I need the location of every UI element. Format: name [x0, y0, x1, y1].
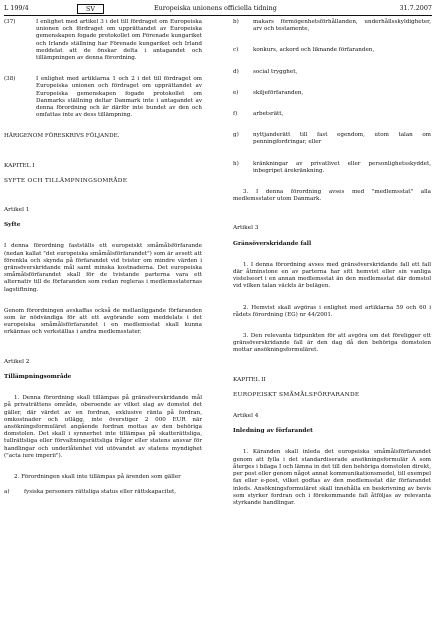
- list-text: skiljeförfaranden,: [253, 89, 304, 96]
- recital-number: (37): [4, 19, 16, 25]
- article-number: Artikel 4: [233, 413, 259, 420]
- list-marker: d): [233, 68, 239, 75]
- paragraph-number: 3.: [243, 189, 249, 196]
- recital-text: I enlighet med artikel 3 i det till fördraget om Europeiska unionen och fördraget om upprättandet av Europeiska gemenskapen fogade protokollet om Förenade kungariket och Irlands ställning har Förenade kungariket och Irland meddelat att de önskar delta i antagandet och tillämpningen av denna förordning.: [36, 19, 202, 62]
- list-item: [233, 111, 431, 118]
- article-title: Inledning av förfarandet: [233, 428, 313, 435]
- enacting-formula: HÄRIGENOM FÖRESKRIVS FÖLJANDE.: [4, 133, 120, 140]
- article-paragraph: [233, 262, 431, 291]
- page-header: [4, 3, 432, 14]
- recital-37: [4, 19, 202, 62]
- paragraph-number: 2.: [14, 473, 20, 480]
- left-column: [4, 19, 202, 496]
- journal-title: Europeiska unionens officiella tidning: [154, 4, 277, 12]
- article-title: Tillämpningsområde: [4, 373, 72, 380]
- paragraph-text: Den relevanta tidpunkten för att avgöra om det föreligger ett gränsöverskridande fall är den dag då den behöriga domstolen mottar ansökningsformuläret.: [233, 333, 431, 354]
- list-item: [233, 19, 431, 33]
- paragraph-text: Förordningen skall inte tillämpas på ärenden som gäller: [21, 473, 181, 480]
- list-item: [4, 489, 202, 496]
- paragraph-text: I denna förordning avses med "medlemsstat" alla medlemsstater utom Danmark.: [233, 189, 431, 203]
- list-text: nyttjanderätt till fast egendom, utom talan om penningfordringar, eller: [253, 132, 431, 146]
- header-rule: [4, 15, 432, 16]
- paragraph-number: 1.: [243, 261, 249, 268]
- list-marker: a): [4, 489, 10, 496]
- article-number: Artikel 3: [233, 225, 259, 232]
- article-paragraph: [233, 449, 431, 507]
- article-paragraph: [233, 189, 431, 203]
- paragraph-text: Käranden skall inleda det europeiska småmålsförfarandet genom att fylla i det standardiserade ansökningsformulär A som återges i bilaga I och lämna in det till den behöriga domstolen direkt, per post eller genom något annat kommunikationsmedel, till exempel fax eller e-post, vilket godtas av den medlemsstat där förfarandet inleds. Ansökningsformuläret skall innehålla en beskrivning av bevis som styrker fordran och i förekommande fall åtföljas av relevanta styrkande handlingar.: [233, 449, 431, 506]
- right-column: [233, 19, 431, 507]
- paragraph-number: 3.: [243, 333, 249, 340]
- list-text: social trygghet,: [253, 68, 298, 75]
- recital-text: I enlighet med artiklarna 1 och 2 i det till fördraget om Europeiska unionen och fördraget om upprättandet av Europeiska gemenskapen fogade protokollet om Danmarks ställning deltar Danmark inte i antagandet av denna förordning och är därför inte bundet av den och omfattas inte av dess tillämpning.: [36, 76, 202, 119]
- list-item: [233, 132, 431, 146]
- paragraph-text: I denna förordning avses med gränsöverskridande fall ett fall där åtminstone en av parterna har sitt hemvist eller sin vanliga vistelseort i en annan medlemsstat än den medlemsstat där domstol vid vilken talan väckts är belägen.: [233, 261, 431, 290]
- recital-number: (38): [4, 76, 16, 83]
- chapter-title: SYFTE OCH TILLÄMPNINGSOMRÅDE: [4, 177, 128, 184]
- article-number: Artikel 2: [4, 358, 30, 365]
- article-title: Syfte: [4, 222, 21, 229]
- list-item: [233, 69, 431, 76]
- article-paragraph: Genom förordningen avskaffas också de mellanliggande förfaranden som är nödvändiga för att ett avgörande som meddelats i det europeiska småmålsförfarandet i en medlemsstat skall kunna erkännas och verkställas i andra medlemsstater.: [4, 307, 202, 336]
- paragraph-text: Denna förordning skall tillämpas på gränsöverskridande mål på privaträttens område, oberoende av vilket slag av domstol det gäller, där värdet av en fordran, exklusive ränta på fordran, omkostnader och utlägg, inte överstiger 2 000 EUR när ansökningsformuläret angående fordran mottas av den behöriga domstolen. Det skall i synnerhet inte tillämpas på skatterättsliga, tullrättsliga eller förvaltningsrättsliga frågor eller statens ansvar för handlingar och underlåtenhet vid utövandet av statens myndighet ("acta iure imperii").: [4, 395, 202, 459]
- paragraph-number: 1.: [14, 395, 20, 402]
- list-marker: e): [233, 89, 239, 96]
- list-item: [233, 47, 431, 54]
- article-paragraph: I denna förordning fastställs ett europeiskt småmålsförfarande (nedan kallat "det europeiska småmålsförfarandet") som är avsett att förenkla och skynda på förfarandet vid tvister om mindre värden i gränsöverskridande mål samt minska kostnaderna. Det europeiska småmålsförfarandet skall för de tvistande parterna vara ett alternativ till de förfaranden som redan regleras i medlemsstaternas lagstiftning.: [4, 243, 202, 293]
- paragraph-number: 2.: [243, 304, 249, 311]
- language-badge: SV: [77, 4, 104, 14]
- list-item: [233, 161, 431, 175]
- chapter-number: KAPITEL I: [4, 162, 35, 169]
- paragraph-number: 1.: [243, 449, 249, 456]
- article-paragraph: [4, 474, 202, 481]
- list-marker: c): [233, 47, 239, 54]
- list-text: makars förmögenhetsförhållanden, underhållsskyldigheter, arv och testamente,: [253, 19, 431, 33]
- publication-date: 31.7.2007: [399, 4, 432, 12]
- list-text: fysiska personers rättsliga status eller rättskapacitet,: [24, 489, 177, 496]
- article-paragraph: [233, 333, 431, 355]
- list-text: konkurs, ackord och liknande förfaranden,: [253, 47, 375, 54]
- list-text: kränkningar av privatlivet eller personlighetsskyddet, inbegripet ärekränkning.: [253, 160, 431, 174]
- article-paragraph: [4, 395, 202, 460]
- recital-38: [4, 76, 202, 119]
- article-paragraph: [233, 305, 431, 319]
- list-marker: h): [233, 160, 239, 167]
- paragraph-text: Hemvist skall avgöras i enlighet med artiklarna 59 och 60 i rådets förordning (EG) nr 44/2001.: [233, 304, 431, 318]
- list-marker: g): [233, 132, 239, 139]
- article-title: Gränsöverskridande fall: [233, 240, 312, 247]
- article-number: Artikel 1: [4, 207, 30, 214]
- list-marker: f): [233, 111, 238, 118]
- list-marker: b): [233, 19, 239, 25]
- chapter-number: KAPITEL II: [233, 376, 266, 383]
- list-item: [233, 90, 431, 97]
- page-reference: L 199/4: [4, 4, 29, 12]
- list-text: arbetsrätt,: [253, 111, 284, 118]
- chapter-title: EUROPEISKT SMÅMÅLSFÖRFARANDE: [233, 391, 360, 398]
